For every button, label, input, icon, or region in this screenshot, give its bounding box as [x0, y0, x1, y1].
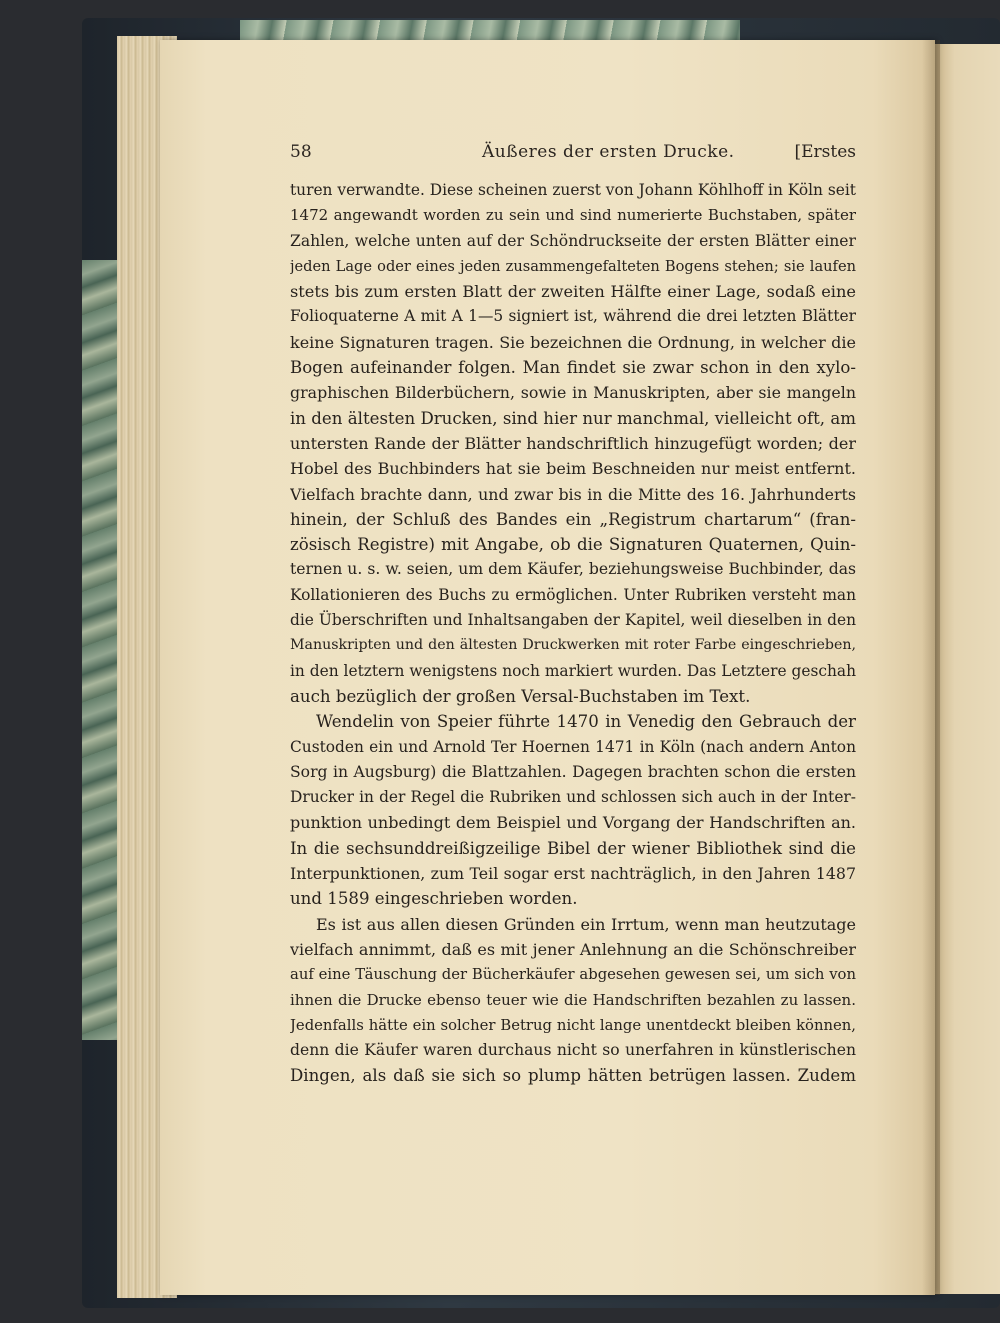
- text-line: Sorg in Augsburg) die Blattzahlen. Dagegen brachten schon die ersten: [290, 762, 856, 781]
- text-line: die Überschriften und Inhaltsangaben der Kapitel, weil dieselben in den: [290, 611, 856, 630]
- facing-page-edge: [935, 44, 1000, 1294]
- text-line: punktion unbedingt dem Beispiel und Vorgang der Handschriften an.: [290, 813, 856, 833]
- text-line: ternen u. s. w. seien, um dem Käufer, beziehungsweise Buchbinder, das: [290, 560, 856, 579]
- text-line: Jedenfalls hätte ein solcher Betrug nicht lange unentdeckt bleiben können,: [290, 1016, 856, 1034]
- text-line: Bogen aufeinander folgen. Man findet sie zwar schon in den xylo-: [290, 358, 856, 378]
- text-line: Wendelin von Speier führte 1470 in Venedig den Gebrauch der: [316, 712, 856, 732]
- text-line: Vielfach brachte dann, und zwar bis in die Mitte des 16. Jahrhunderts: [290, 484, 856, 504]
- text-line: untersten Rande der Blätter handschriftlich hinzugefügt worden; der: [290, 433, 856, 453]
- text-line: Es ist aus allen diesen Gründen ein Irrtum, wenn man heutzutage: [316, 914, 856, 934]
- text-line: Interpunktionen, zum Teil sogar erst nachträglich, in den Jahren 1487: [290, 864, 856, 884]
- page-number: 58: [290, 142, 312, 162]
- running-title: Äußeres der ersten Drucke.: [482, 142, 735, 162]
- body-text: [290, 178, 856, 1089]
- text-line: jeden Lage oder eines jeden zusammengefalteten Bogens stehen; sie laufen: [290, 257, 856, 275]
- text-line: Kollationieren des Buchs zu ermöglichen. Unter Rubriken versteht man: [290, 585, 856, 604]
- text-line: ihnen die Drucke ebenso teuer wie die Handschriften bezahlen zu lassen.: [290, 990, 856, 1009]
- text-line: stets bis zum ersten Blatt der zweiten Hälfte einer Lage, sodaß eine: [290, 282, 856, 302]
- text-line: in den letztern wenigstens noch markiert wurden. Das Letztere geschah: [290, 661, 856, 680]
- text-line: Manuskripten und den ältesten Druckwerken mit roter Farbe eingeschrieben,: [290, 637, 856, 654]
- text-line: auch bezüglich der großen Versal-Buchstaben im Text.: [290, 686, 751, 706]
- text-line: und 1589 eingeschrieben worden.: [290, 889, 578, 909]
- text-line: 1472 angewandt worden zu sein und sind numerierte Buchstaben, später: [290, 206, 856, 225]
- text-line: graphischen Bilderbüchern, sowie in Manuskripten, aber sie mangeln: [290, 383, 856, 403]
- text-line: Drucker in der Regel die Rubriken und schlossen sich auch in der Inter-: [290, 788, 856, 807]
- text-line: In die sechsunddreißigzeilige Bibel der wiener Bibliothek sind die: [290, 838, 856, 858]
- text-line: Zahlen, welche unten auf der Schöndruckseite der ersten Blätter einer: [290, 231, 856, 250]
- text-line: auf eine Täuschung der Bücherkäufer abgesehen gewesen sei, um sich von: [290, 966, 856, 984]
- page-gutter-shadow: [922, 40, 940, 1295]
- section-marker: [Erstes: [794, 142, 856, 162]
- text-line: Folioquaterne A mit A 1—5 signiert ist, während die drei letzten Blätter: [290, 307, 856, 326]
- text-line: denn die Käufer waren durchaus nicht so unerfahren in künstlerischen: [290, 1041, 856, 1060]
- text-line: Custoden ein und Arnold Ter Hoernen 1471 in Köln (nach andern Anton: [290, 737, 856, 756]
- marbled-edge-left: [82, 260, 118, 1040]
- running-header: [290, 142, 856, 166]
- text-line: in den ältesten Drucken, sind hier nur manchmal, vielleicht oft, am: [290, 408, 856, 428]
- text-line: turen verwandte. Diese scheinen zuerst von Johann Köhlhoff in Köln seit: [290, 181, 856, 199]
- text-line: keine Signaturen tragen. Sie bezeichnen die Ordnung, in welcher die: [290, 332, 856, 352]
- text-line: Hobel des Buchbinders hat sie beim Beschneiden nur meist entfernt.: [290, 459, 856, 479]
- text-line: hinein, der Schluß des Bandes ein „Registrum chartarum“ (fran-: [290, 509, 856, 529]
- text-line: vielfach annimmt, daß es mit jener Anlehnung an die Schönschreiber: [290, 939, 856, 959]
- text-line: Dingen, als daß sie sich so plump hätten betrügen lassen. Zudem: [290, 1066, 856, 1086]
- text-line: zösisch Registre) mit Angabe, ob die Signaturen Quaternen, Quin-: [290, 535, 856, 555]
